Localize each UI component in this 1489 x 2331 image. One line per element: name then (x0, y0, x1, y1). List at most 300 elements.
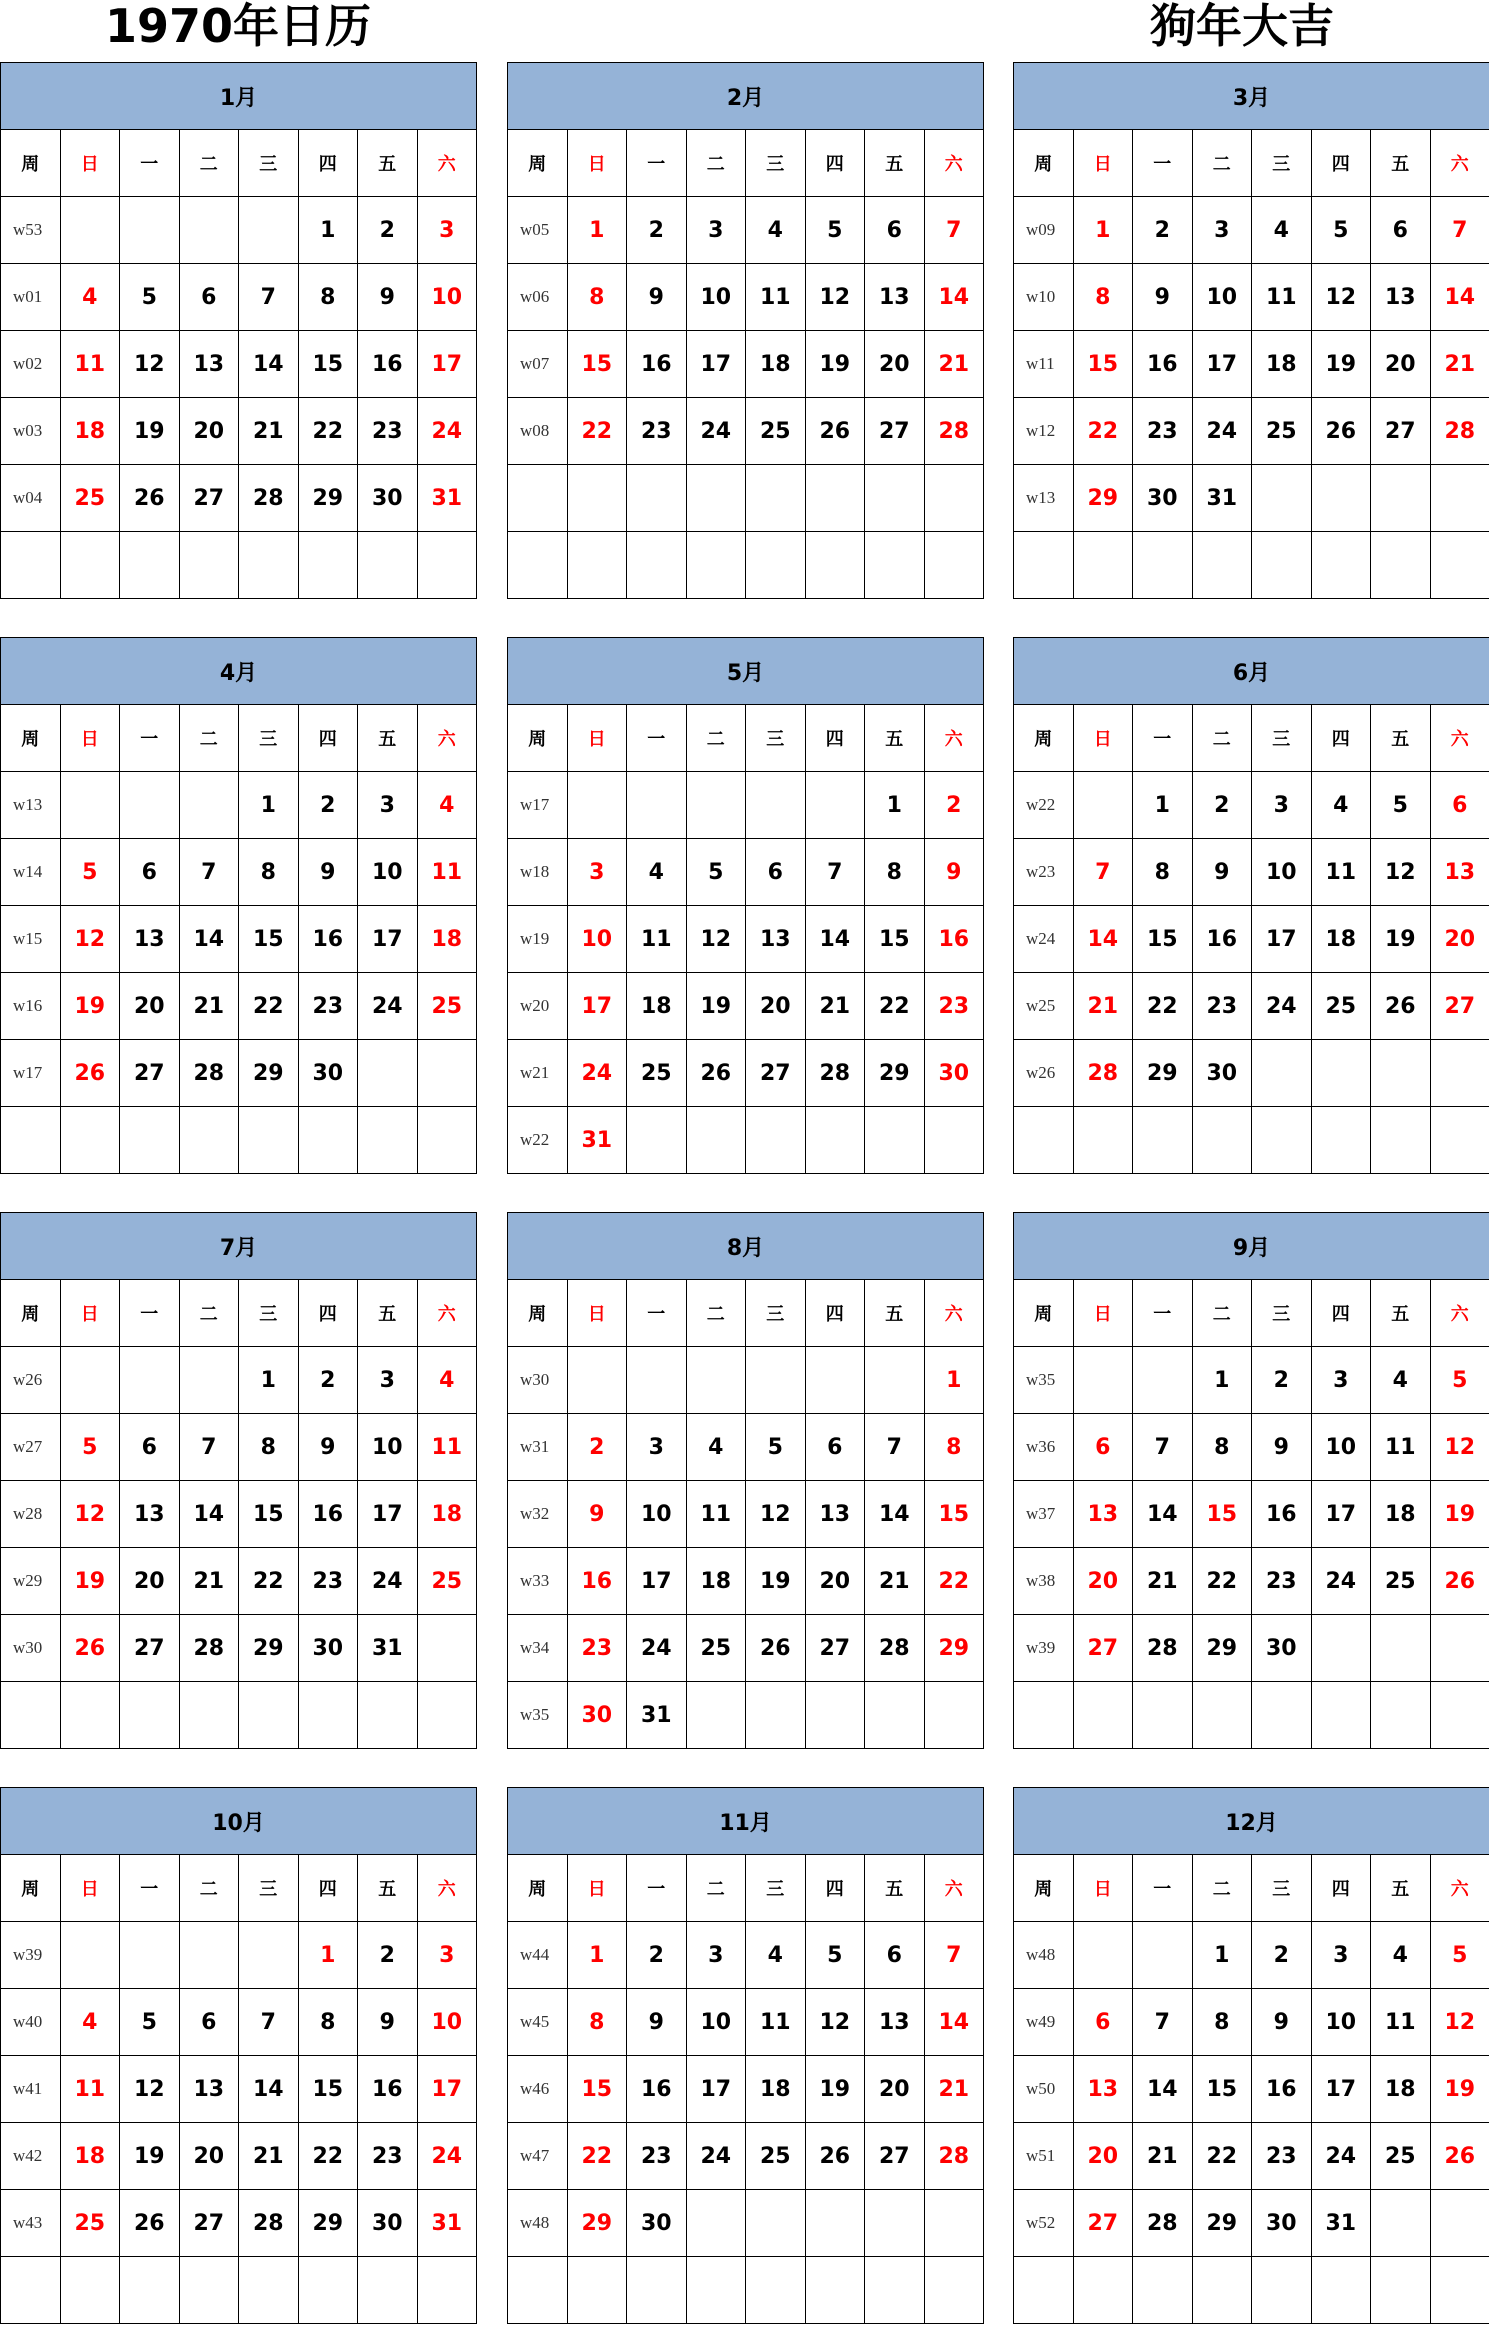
day-cell (865, 1347, 925, 1414)
week-row (508, 2056, 984, 2123)
week-number: w31 (508, 1414, 568, 1481)
day-cell (686, 1682, 746, 1749)
month-calendar (0, 62, 476, 599)
day-cell (358, 1040, 418, 1107)
day-cell: 21 (1133, 1548, 1193, 1615)
day-cell: 28 (805, 1040, 865, 1107)
day-cell: 16 (1133, 331, 1193, 398)
week-row (1, 2190, 477, 2257)
day-cell: 10 (1252, 839, 1312, 906)
day-cell: 29 (298, 2190, 358, 2257)
week-number: w09 (1014, 197, 1074, 264)
month-table (0, 1212, 477, 1749)
day-cell: 8 (567, 1989, 627, 2056)
weekday-header: 三 (746, 705, 806, 772)
day-cell: 15 (239, 906, 299, 973)
weekday-header: 五 (865, 1280, 925, 1347)
day-cell (1311, 1682, 1371, 1749)
day-cell (1192, 1107, 1252, 1174)
weekday-header: 一 (627, 705, 687, 772)
weekday-header: 五 (1371, 705, 1431, 772)
week-row (1014, 2190, 1489, 2257)
weekday-header: 五 (358, 705, 418, 772)
day-cell (924, 532, 984, 599)
week-row (508, 2123, 984, 2190)
week-row (1, 2123, 477, 2190)
week-row (1014, 839, 1489, 906)
week-row (1014, 1682, 1489, 1749)
day-cell: 20 (179, 2123, 239, 2190)
day-cell (567, 772, 627, 839)
day-cell: 14 (924, 1989, 984, 2056)
month-table (0, 637, 477, 1174)
day-cell (805, 2190, 865, 2257)
day-cell (686, 465, 746, 532)
day-cell (298, 1107, 358, 1174)
day-cell: 7 (1133, 1989, 1193, 2056)
day-cell: 11 (60, 2056, 120, 2123)
day-cell (179, 1347, 239, 1414)
day-cell (1073, 772, 1133, 839)
week-number (1014, 532, 1074, 599)
day-cell: 17 (1252, 906, 1312, 973)
week-number (1014, 2257, 1074, 2324)
weekday-header: 四 (1311, 130, 1371, 197)
month-name: 5月 (508, 638, 984, 705)
week-number: w17 (1, 1040, 61, 1107)
day-cell: 7 (865, 1414, 925, 1481)
day-cell: 9 (627, 264, 687, 331)
week-number: w01 (1, 264, 61, 331)
day-cell: 11 (60, 331, 120, 398)
day-cell: 3 (1252, 772, 1312, 839)
day-cell: 24 (627, 1615, 687, 1682)
day-cell: 4 (746, 1922, 806, 1989)
day-cell (1133, 1922, 1193, 1989)
day-cell: 19 (120, 2123, 180, 2190)
day-cell: 16 (358, 331, 418, 398)
day-cell: 31 (417, 465, 477, 532)
day-cell: 5 (805, 197, 865, 264)
day-cell: 12 (120, 2056, 180, 2123)
week-row (1014, 1040, 1489, 1107)
week-number: w13 (1014, 465, 1074, 532)
day-cell (1133, 1682, 1193, 1749)
day-cell: 14 (179, 1481, 239, 1548)
week-row (1014, 1922, 1489, 1989)
month-name: 3月 (1014, 63, 1489, 130)
day-cell: 15 (865, 906, 925, 973)
day-cell: 24 (567, 1040, 627, 1107)
day-cell: 13 (1371, 264, 1431, 331)
week-number: w51 (1014, 2123, 1074, 2190)
week-row (508, 465, 984, 532)
weekday-header: 五 (865, 1855, 925, 1922)
week-number: w11 (1014, 331, 1074, 398)
day-cell: 3 (417, 1922, 477, 1989)
day-cell: 11 (1311, 839, 1371, 906)
day-cell: 11 (417, 1414, 477, 1481)
day-cell: 19 (686, 973, 746, 1040)
day-cell: 24 (358, 1548, 418, 1615)
day-cell: 6 (120, 1414, 180, 1481)
day-cell: 16 (1252, 1481, 1312, 1548)
month-calendar (0, 1212, 476, 1749)
weekday-header: 一 (120, 130, 180, 197)
week-header: 周 (1, 1280, 61, 1347)
day-cell: 17 (686, 2056, 746, 2123)
week-row (1, 839, 477, 906)
day-cell: 20 (1073, 1548, 1133, 1615)
day-cell: 7 (805, 839, 865, 906)
weekday-header: 四 (805, 1855, 865, 1922)
day-cell: 4 (417, 772, 477, 839)
day-cell: 21 (179, 973, 239, 1040)
week-number: w24 (1014, 906, 1074, 973)
weekday-header: 四 (805, 1280, 865, 1347)
day-cell: 10 (417, 1989, 477, 2056)
weekday-header: 四 (1311, 1280, 1371, 1347)
week-number (1, 1107, 61, 1174)
weekday-header: 二 (1192, 130, 1252, 197)
week-row (508, 2190, 984, 2257)
week-number: w48 (1014, 1922, 1074, 1989)
week-row (1, 1548, 477, 1615)
day-cell (686, 1347, 746, 1414)
day-cell: 18 (60, 2123, 120, 2190)
week-number: w40 (1, 1989, 61, 2056)
day-cell: 23 (924, 973, 984, 1040)
month-name: 7月 (1, 1213, 477, 1280)
day-cell: 25 (60, 2190, 120, 2257)
day-cell (1430, 1615, 1489, 1682)
week-row (508, 264, 984, 331)
day-cell: 15 (567, 331, 627, 398)
day-cell: 5 (120, 264, 180, 331)
day-cell: 13 (1430, 839, 1489, 906)
day-cell (1192, 532, 1252, 599)
day-cell (627, 2257, 687, 2324)
week-number: w22 (1014, 772, 1074, 839)
weekday-header: 四 (298, 705, 358, 772)
day-cell: 29 (1192, 1615, 1252, 1682)
day-cell: 17 (567, 973, 627, 1040)
weekday-header: 一 (1133, 130, 1193, 197)
weekday-header: 日 (60, 1280, 120, 1347)
weekday-header: 三 (1252, 705, 1312, 772)
week-row (1014, 1615, 1489, 1682)
day-cell: 14 (924, 264, 984, 331)
weekday-header: 四 (805, 130, 865, 197)
week-row (508, 1682, 984, 1749)
day-cell: 17 (1311, 2056, 1371, 2123)
month-table (0, 62, 477, 599)
day-cell: 25 (1371, 2123, 1431, 2190)
month-name: 9月 (1014, 1213, 1489, 1280)
weekday-header: 六 (417, 1280, 477, 1347)
day-cell: 23 (358, 2123, 418, 2190)
day-cell: 15 (1192, 2056, 1252, 2123)
weekday-header: 日 (567, 130, 627, 197)
week-row (1014, 1548, 1489, 1615)
day-cell (627, 1107, 687, 1174)
month-table (507, 62, 984, 599)
day-cell: 12 (1371, 839, 1431, 906)
day-cell: 19 (805, 2056, 865, 2123)
weekday-header: 二 (1192, 1280, 1252, 1347)
week-number (1, 2257, 61, 2324)
day-cell: 15 (924, 1481, 984, 1548)
day-cell: 6 (1430, 772, 1489, 839)
weekday-header: 一 (627, 1855, 687, 1922)
day-cell: 28 (865, 1615, 925, 1682)
day-cell (298, 1682, 358, 1749)
week-row (1, 973, 477, 1040)
day-cell: 14 (805, 906, 865, 973)
day-cell (1252, 2257, 1312, 2324)
day-cell (924, 1682, 984, 1749)
day-cell: 2 (358, 197, 418, 264)
day-cell: 26 (1430, 1548, 1489, 1615)
week-number: w10 (1014, 264, 1074, 331)
day-cell: 16 (1192, 906, 1252, 973)
day-cell (746, 465, 806, 532)
day-cell: 13 (179, 2056, 239, 2123)
day-cell (1073, 532, 1133, 599)
day-cell: 5 (746, 1414, 806, 1481)
day-cell (179, 532, 239, 599)
weekday-header: 一 (627, 1280, 687, 1347)
weekday-header: 六 (924, 705, 984, 772)
day-cell (686, 532, 746, 599)
day-cell (179, 1107, 239, 1174)
day-cell (60, 197, 120, 264)
weekday-header: 三 (1252, 1855, 1312, 1922)
day-cell (1192, 1682, 1252, 1749)
day-cell: 17 (358, 906, 418, 973)
day-cell: 10 (358, 839, 418, 906)
day-cell: 10 (1192, 264, 1252, 331)
weekday-header: 五 (1371, 130, 1431, 197)
day-cell: 26 (120, 465, 180, 532)
week-row (508, 973, 984, 1040)
day-cell: 1 (298, 1922, 358, 1989)
weekday-header: 一 (1133, 705, 1193, 772)
day-cell: 24 (417, 2123, 477, 2190)
day-cell: 7 (1430, 197, 1489, 264)
weekday-header: 五 (865, 130, 925, 197)
day-cell (179, 1922, 239, 1989)
day-cell: 5 (120, 1989, 180, 2056)
day-cell (298, 532, 358, 599)
week-number: w46 (508, 2056, 568, 2123)
week-number: w19 (508, 906, 568, 973)
day-cell: 12 (1430, 1989, 1489, 2056)
month-table (1013, 62, 1489, 599)
week-number (1014, 1107, 1074, 1174)
day-cell: 19 (120, 398, 180, 465)
week-number: w14 (1, 839, 61, 906)
week-number: w39 (1, 1922, 61, 1989)
day-cell: 17 (1311, 1481, 1371, 1548)
weekday-header: 日 (1073, 1855, 1133, 1922)
day-cell: 22 (298, 398, 358, 465)
day-cell: 25 (417, 1548, 477, 1615)
day-cell: 31 (1311, 2190, 1371, 2257)
day-cell (1073, 1107, 1133, 1174)
day-cell: 11 (1371, 1989, 1431, 2056)
week-row (1014, 1107, 1489, 1174)
day-cell: 27 (120, 1040, 180, 1107)
day-cell: 6 (805, 1414, 865, 1481)
day-cell (60, 772, 120, 839)
week-number: w07 (508, 331, 568, 398)
week-number: w26 (1014, 1040, 1074, 1107)
day-cell: 18 (686, 1548, 746, 1615)
day-cell: 3 (417, 197, 477, 264)
day-cell (60, 2257, 120, 2324)
day-cell: 30 (567, 1682, 627, 1749)
weekday-header: 二 (686, 130, 746, 197)
day-cell (179, 1682, 239, 1749)
day-cell: 28 (924, 2123, 984, 2190)
weekday-header: 一 (627, 130, 687, 197)
week-number: w38 (1014, 1548, 1074, 1615)
week-number: w26 (1, 1347, 61, 1414)
weekday-header: 二 (1192, 705, 1252, 772)
week-number: w20 (508, 973, 568, 1040)
week-number: w13 (1, 772, 61, 839)
week-number: w34 (508, 1615, 568, 1682)
day-cell: 30 (358, 465, 418, 532)
day-cell (805, 772, 865, 839)
month-calendar (1013, 62, 1489, 599)
weekday-header: 五 (358, 1855, 418, 1922)
day-cell: 28 (924, 398, 984, 465)
month-table (0, 1787, 477, 2324)
day-cell: 10 (686, 1989, 746, 2056)
week-number: w25 (1014, 973, 1074, 1040)
weekday-header: 二 (686, 1855, 746, 1922)
month-name: 1月 (1, 63, 477, 130)
week-header: 周 (508, 705, 568, 772)
day-cell (60, 1922, 120, 1989)
weekday-header: 四 (298, 1855, 358, 1922)
page-slogan: 狗年大吉 (1150, 0, 1334, 53)
day-cell: 22 (1192, 1548, 1252, 1615)
week-number: w45 (508, 1989, 568, 2056)
weekday-header: 三 (1252, 1280, 1312, 1347)
day-cell: 20 (120, 973, 180, 1040)
day-cell: 5 (686, 839, 746, 906)
day-cell: 3 (627, 1414, 687, 1481)
week-row (1, 1414, 477, 1481)
day-cell: 17 (686, 331, 746, 398)
week-header: 周 (1, 130, 61, 197)
day-cell: 12 (60, 1481, 120, 1548)
day-cell (179, 2257, 239, 2324)
day-cell: 20 (120, 1548, 180, 1615)
day-cell: 16 (358, 2056, 418, 2123)
day-cell: 27 (865, 398, 925, 465)
day-cell: 6 (865, 1922, 925, 1989)
day-cell: 1 (239, 1347, 299, 1414)
day-cell (1311, 1040, 1371, 1107)
weekday-header: 三 (746, 1280, 806, 1347)
day-cell: 18 (1371, 2056, 1431, 2123)
week-row (508, 1989, 984, 2056)
day-cell: 23 (627, 398, 687, 465)
day-cell: 18 (1252, 331, 1312, 398)
day-cell (1073, 2257, 1133, 2324)
day-cell (627, 532, 687, 599)
day-cell: 25 (686, 1615, 746, 1682)
day-cell (1371, 2257, 1431, 2324)
day-cell (417, 1107, 477, 1174)
weekday-header: 三 (746, 1855, 806, 1922)
day-cell: 25 (1371, 1548, 1431, 1615)
day-cell: 30 (358, 2190, 418, 2257)
week-number: w27 (1, 1414, 61, 1481)
day-cell: 29 (924, 1615, 984, 1682)
week-row (1, 331, 477, 398)
week-row (508, 906, 984, 973)
day-cell: 12 (805, 1989, 865, 2056)
weekday-header: 六 (417, 130, 477, 197)
day-cell: 11 (746, 264, 806, 331)
weekday-header: 四 (298, 130, 358, 197)
day-cell (358, 532, 418, 599)
day-cell: 20 (179, 398, 239, 465)
day-cell (60, 1347, 120, 1414)
day-cell: 8 (1133, 839, 1193, 906)
day-cell (865, 532, 925, 599)
day-cell: 8 (298, 264, 358, 331)
week-number: w33 (508, 1548, 568, 1615)
weekday-header: 二 (686, 705, 746, 772)
day-cell (686, 2257, 746, 2324)
day-cell: 4 (1252, 197, 1312, 264)
week-header: 周 (1014, 1280, 1074, 1347)
day-cell: 24 (417, 398, 477, 465)
weekday-header: 二 (1192, 1855, 1252, 1922)
day-cell: 19 (1430, 2056, 1489, 2123)
week-number: w39 (1014, 1615, 1074, 1682)
day-cell: 4 (686, 1414, 746, 1481)
weekday-header: 二 (686, 1280, 746, 1347)
week-row (1, 906, 477, 973)
day-cell: 24 (1311, 1548, 1371, 1615)
day-cell: 20 (865, 331, 925, 398)
day-cell: 19 (60, 973, 120, 1040)
week-row (508, 1414, 984, 1481)
week-number (508, 2257, 568, 2324)
weekday-header: 六 (417, 1855, 477, 1922)
day-cell: 5 (1430, 1347, 1489, 1414)
week-number: w15 (1, 906, 61, 973)
day-cell: 8 (567, 264, 627, 331)
day-cell: 22 (567, 398, 627, 465)
day-cell: 15 (1073, 331, 1133, 398)
day-cell: 5 (805, 1922, 865, 1989)
day-cell (417, 1040, 477, 1107)
day-cell: 7 (924, 197, 984, 264)
week-row (1, 465, 477, 532)
week-row (508, 2257, 984, 2324)
day-cell: 20 (746, 973, 806, 1040)
day-cell (805, 1347, 865, 1414)
day-cell (1430, 2190, 1489, 2257)
